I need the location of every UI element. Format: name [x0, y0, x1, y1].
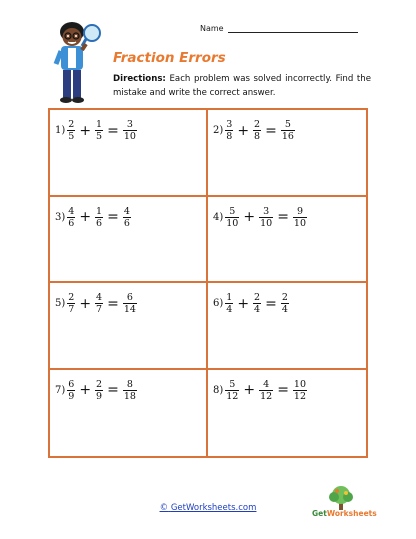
plus-sign: + — [79, 382, 92, 398]
numerator: 5 — [284, 119, 291, 130]
problem-equation — [55, 292, 138, 315]
fraction-result — [123, 379, 137, 402]
fraction-result — [281, 119, 295, 142]
problem-cell[interactable] — [208, 197, 366, 284]
fraction-result — [123, 206, 131, 229]
copyright-symbol: © — [159, 503, 169, 513]
numerator: 1 — [96, 119, 103, 130]
denominator: 7 — [96, 304, 103, 315]
equals-sign: = — [107, 122, 119, 139]
boy-with-magnifier-icon — [46, 18, 108, 106]
footer-link-text: GetWorksheets.com — [170, 503, 257, 513]
fraction-a — [225, 292, 233, 315]
numerator: 10 — [293, 378, 307, 390]
directions-body: Each problem was solved incorrectly. Find the mistake and write the correct answer. — [113, 74, 371, 98]
denominator: 6 — [123, 217, 130, 229]
problem-cell[interactable] — [50, 197, 208, 284]
denominator: 10 — [293, 217, 307, 229]
numerator: 6 — [68, 378, 75, 390]
numerator: 4 — [123, 205, 130, 217]
problem-cell[interactable] — [50, 110, 208, 197]
numerator: 8 — [126, 378, 133, 390]
denominator: 9 — [68, 390, 75, 402]
tree-icon — [312, 485, 374, 511]
problem-number: 6) — [213, 298, 224, 309]
fraction-result — [123, 119, 137, 142]
logo-text-get: Get — [312, 509, 327, 518]
fraction-a — [67, 119, 75, 142]
fraction-a — [225, 119, 233, 142]
numerator: 3 — [126, 119, 133, 130]
worksheet-title: Fraction Errors — [113, 50, 226, 66]
equals-sign: = — [277, 382, 289, 398]
fraction-b — [259, 379, 273, 402]
numerator: 5 — [229, 205, 236, 217]
plus-sign: + — [237, 122, 250, 139]
numerator: 1 — [226, 292, 233, 303]
equals-sign: = — [265, 122, 277, 139]
fraction-b — [95, 292, 103, 315]
directions-text — [113, 72, 371, 100]
numerator: 9 — [296, 205, 303, 217]
fraction-a — [225, 206, 239, 229]
problem-cell[interactable] — [208, 110, 366, 197]
denominator: 12 — [293, 390, 307, 402]
problem-grid — [48, 108, 368, 458]
denominator: 7 — [68, 304, 75, 315]
fraction-b — [259, 206, 273, 229]
plus-sign: + — [79, 295, 92, 312]
numerator: 2 — [254, 292, 261, 303]
denominator: 14 — [123, 304, 136, 315]
numerator: 2 — [68, 119, 75, 130]
fraction-a — [67, 379, 75, 402]
name-field-row — [200, 24, 358, 33]
numerator: 5 — [229, 378, 236, 390]
problem-number: 4) — [213, 211, 224, 223]
denominator: 16 — [281, 131, 294, 142]
fraction-a — [225, 379, 239, 402]
numerator: 2 — [254, 119, 261, 130]
denominator: 10 — [123, 131, 136, 142]
fraction-a — [67, 292, 75, 315]
plus-sign: + — [79, 122, 92, 139]
numerator: 4 — [96, 292, 103, 303]
problem-cell[interactable] — [208, 370, 366, 457]
numerator: 2 — [68, 292, 75, 303]
getworksheets-logo — [312, 485, 377, 523]
equals-sign: = — [265, 295, 277, 312]
denominator: 8 — [226, 131, 233, 142]
denominator: 4 — [226, 304, 233, 315]
name-line — [228, 24, 358, 33]
fraction-b — [95, 119, 103, 142]
fraction-b — [95, 206, 103, 229]
fraction-b — [253, 119, 261, 142]
numerator: 4 — [68, 205, 75, 217]
numerator: 4 — [263, 378, 270, 390]
denominator: 5 — [96, 131, 103, 142]
problem-equation — [55, 379, 138, 402]
denominator: 8 — [254, 131, 261, 142]
equals-sign: = — [107, 209, 119, 225]
problem-equation — [213, 206, 308, 229]
denominator: 10 — [260, 217, 273, 229]
denominator: 9 — [96, 390, 103, 402]
fraction-b — [95, 379, 103, 402]
denominator: 5 — [68, 131, 75, 142]
denominator: 18 — [123, 390, 136, 402]
denominator: 10 — [226, 217, 239, 229]
plus-sign: + — [237, 295, 250, 312]
problem-equation — [213, 119, 296, 142]
plus-sign: + — [243, 209, 256, 225]
problem-number: 1) — [55, 125, 66, 136]
problem-number: 8) — [213, 384, 224, 396]
problem-number: 5) — [55, 298, 66, 309]
fraction-a — [67, 206, 75, 229]
problem-number: 2) — [213, 125, 224, 136]
fraction-result — [281, 292, 289, 315]
equals-sign: = — [107, 382, 119, 398]
numerator: 2 — [96, 378, 103, 390]
numerator: 3 — [226, 119, 233, 130]
denominator: 12 — [226, 390, 239, 402]
logo-text-worksheets: Worksheets — [326, 509, 377, 518]
fraction-result — [123, 292, 137, 315]
directions-label: Directions: — [113, 74, 166, 84]
denominator: 4 — [254, 304, 261, 315]
equals-sign: = — [277, 209, 289, 225]
denominator: 6 — [68, 217, 75, 229]
numerator: 2 — [281, 292, 288, 303]
plus-sign: + — [79, 209, 92, 225]
numerator: 1 — [96, 205, 103, 217]
problem-cell[interactable] — [50, 283, 208, 370]
fraction-result — [293, 379, 307, 402]
problem-equation — [55, 206, 132, 229]
problem-cell[interactable] — [50, 370, 208, 457]
problem-equation — [213, 379, 308, 402]
problem-number: 7) — [55, 384, 66, 396]
numerator: 6 — [126, 292, 133, 303]
fraction-b — [253, 292, 261, 315]
logo-text — [312, 509, 377, 518]
denominator: 12 — [260, 390, 273, 402]
problem-equation — [213, 292, 290, 315]
problem-cell[interactable] — [208, 283, 366, 370]
plus-sign: + — [243, 382, 256, 398]
problem-number: 3) — [55, 211, 66, 223]
numerator: 3 — [263, 205, 270, 217]
fraction-result — [293, 206, 307, 229]
footer-link[interactable] — [160, 503, 257, 513]
denominator: 4 — [281, 304, 288, 315]
denominator: 6 — [96, 217, 103, 229]
name-label: Name — [200, 24, 224, 33]
equals-sign: = — [107, 295, 119, 312]
problem-equation — [55, 119, 138, 142]
